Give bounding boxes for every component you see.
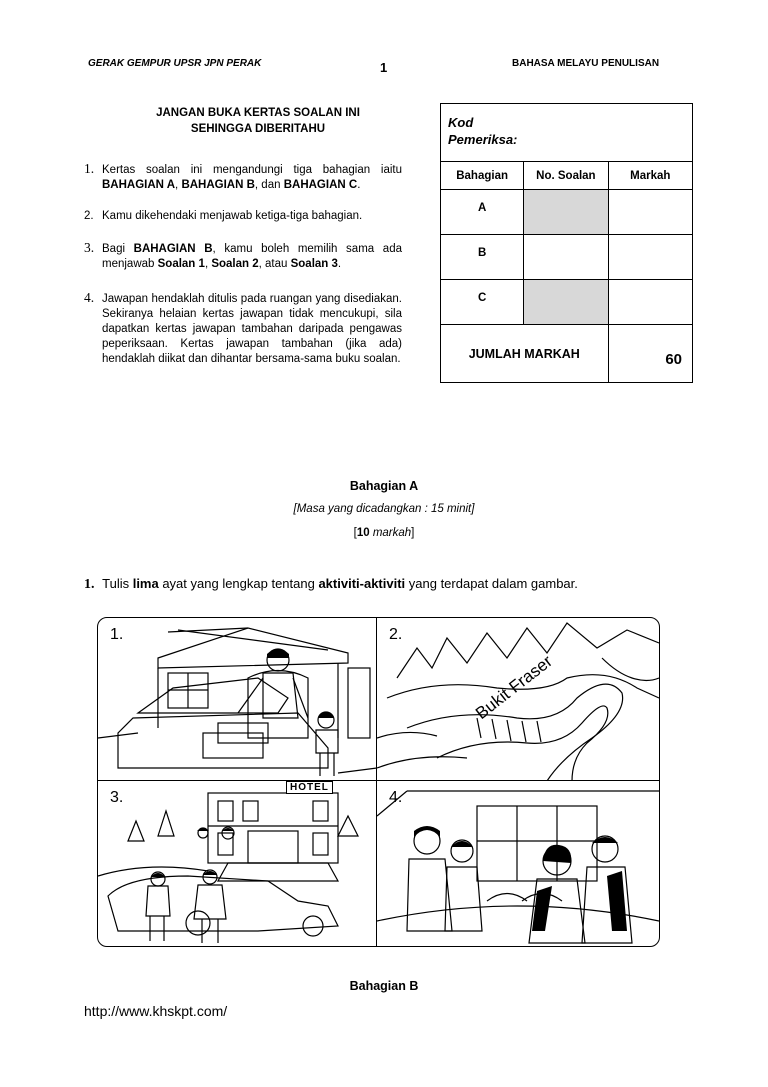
- section-b-title: Bahagian B: [349, 979, 419, 993]
- examiner-table: [440, 103, 693, 383]
- col-header-markah: Markah: [608, 162, 692, 190]
- soalan-cell-a: [524, 190, 608, 235]
- total-value: 60: [608, 325, 692, 383]
- instruction-number: 2.: [84, 210, 94, 222]
- instruction-text: Kertas soalan ini mengandungi tiga bahagian iaitu BAHAGIAN A, BAHAGIAN B, dan BAHAGIAN C.: [102, 164, 402, 191]
- question-1: [84, 576, 578, 593]
- section-a-time: [Masa yang dicadangkan : 15 minit]: [293, 503, 475, 515]
- soalan-cell-b[interactable]: [524, 235, 608, 280]
- picture-grid: [97, 617, 658, 945]
- header-right: BAHASA MELAYU PENULISAN: [512, 58, 660, 69]
- instruction-number: 4.: [84, 290, 95, 305]
- instruction-number: 3.: [84, 240, 95, 255]
- row-bahagian-a: A: [441, 190, 524, 235]
- car-packing-illustration: [98, 618, 377, 781]
- hotel-sign: HOTEL: [286, 781, 333, 794]
- section-a-marks: [10 markah]: [353, 527, 415, 539]
- row-bahagian-c: C: [441, 280, 524, 325]
- picture-panel-3: [97, 780, 378, 947]
- footer-url-link[interactable]: http://www.khskpt.com/: [84, 1003, 228, 1019]
- examiner-code-label: Kod: [448, 115, 474, 130]
- markah-cell-b[interactable]: [608, 235, 692, 280]
- total-label: JUMLAH MARKAH: [441, 325, 609, 383]
- bukit-fraser-illustration: [377, 618, 659, 781]
- instruction-text: Kamu dikehendaki menjawab ketiga-tiga bahagian.: [102, 210, 363, 222]
- panel-number-3: 3.: [110, 789, 124, 806]
- hotel-lobby-illustration: [377, 781, 659, 946]
- panel-number-4: 4.: [389, 789, 403, 806]
- question-text: Tulis lima ayat yang lengkap tentang aktiviti-aktiviti yang terdapat dalam gambar.: [102, 576, 578, 591]
- header-left: GERAK GEMPUR UPSR JPN PERAK: [88, 58, 262, 69]
- instruction-4: [84, 292, 402, 367]
- question-number: 1.: [84, 577, 95, 592]
- markah-cell-c[interactable]: [608, 280, 692, 325]
- col-header-bahagian: Bahagian: [441, 162, 524, 190]
- markah-cell-a[interactable]: [608, 190, 692, 235]
- road-sign-text: Bukit Fraser: [472, 651, 556, 723]
- panel-number-1: 1.: [110, 626, 124, 643]
- instruction-2: [84, 209, 402, 224]
- hotel-arrival-illustration: [98, 781, 377, 946]
- warning-line1: JANGAN BUKA KERTAS SOALAN INI: [156, 107, 360, 119]
- instruction-text: Jawapan hendaklah ditulis pada ruangan yang disediakan. Sekiranya helaian kertas jawapan tidak mencukupi, sila dapatkan kertas jawapan tambahan daripada pengawas peperiksaan. Kertas jawapan tambahan (jika ada) hendaklah diikat dan dihantar bersama-sama buku soalan.: [102, 293, 402, 365]
- picture-panel-4: [376, 780, 660, 947]
- examiner-code-label-2: Pemeriksa:: [448, 132, 518, 147]
- panel-number-2: 2.: [389, 626, 403, 643]
- section-a-title: Bahagian A: [349, 479, 419, 493]
- warning-notice: [88, 105, 428, 137]
- warning-line2: SEHINGGA DIBERITAHU: [190, 123, 326, 135]
- soalan-cell-c: [524, 280, 608, 325]
- row-bahagian-b: B: [441, 235, 524, 280]
- instruction-number: 1.: [84, 161, 95, 176]
- instruction-3: [84, 242, 402, 272]
- picture-panel-1: [97, 617, 378, 782]
- instruction-text: Bagi BAHAGIAN B, kamu boleh memilih sama ada menjawab Soalan 1, Soalan 2, atau Soalan 3.: [102, 243, 402, 270]
- instruction-1: [84, 163, 402, 193]
- page-number: 1: [380, 60, 388, 75]
- col-header-no-soalan: No. Soalan: [524, 162, 608, 190]
- picture-panel-2: [376, 617, 660, 782]
- examiner-code-cell: [441, 104, 693, 162]
